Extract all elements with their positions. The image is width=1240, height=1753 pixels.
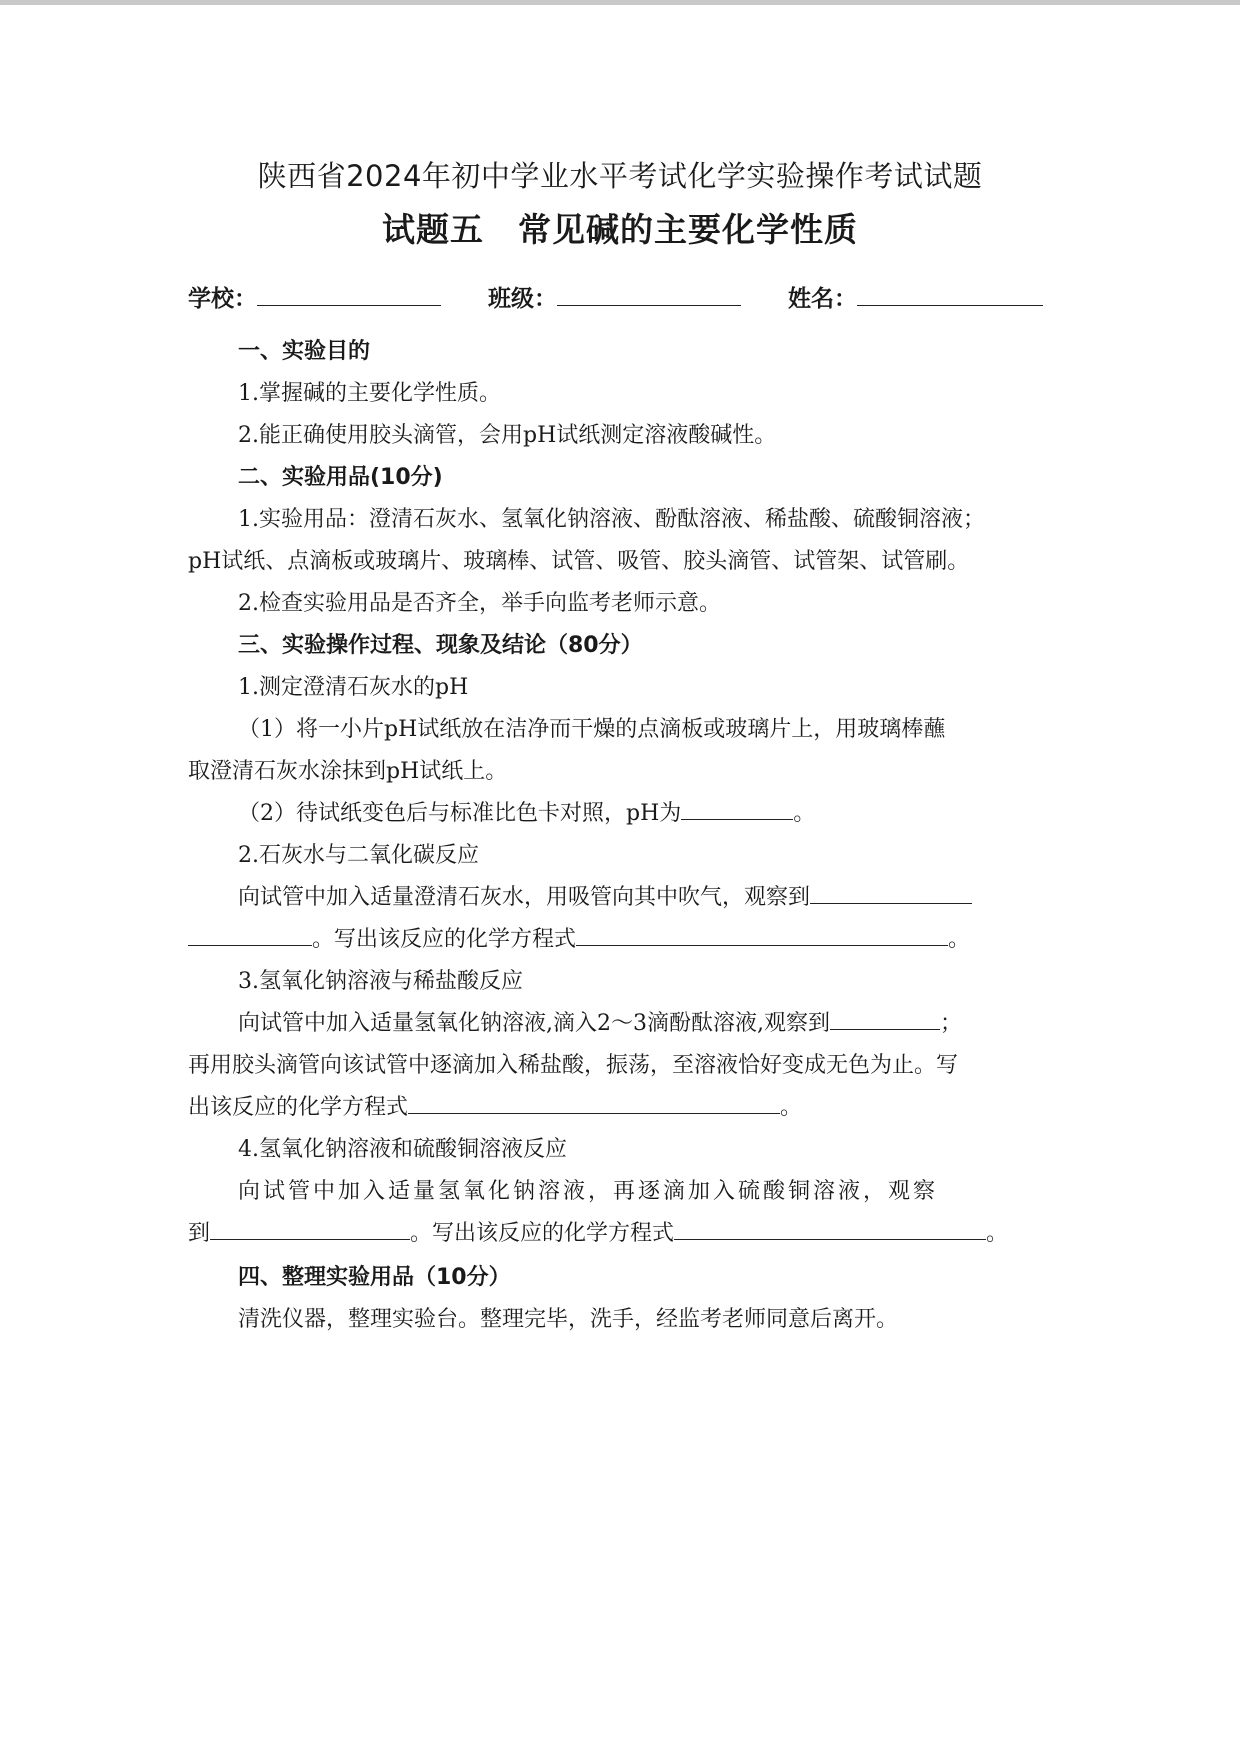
- name-label: 姓名：: [788, 286, 857, 312]
- part3-text-c: 出该反应的化学方程式: [188, 1095, 409, 1120]
- exam-title: 陕西省2024年初中学业水平考试化学实验操作考试试题: [257, 159, 983, 193]
- section4-heading: 四、整理实验用品（10分）: [238, 1265, 511, 1290]
- part2-observation-blank-b[interactable]: [188, 925, 312, 946]
- part3-title: 3.氢氧化钠溶液与稀盐酸反应: [238, 969, 523, 994]
- part2-equation-blank[interactable]: [576, 925, 948, 946]
- sec2-item2: 2.检查实验用品是否齐全，举手向监考老师示意。: [238, 591, 721, 616]
- semicolon: ；: [939, 1011, 962, 1036]
- subtitle-number: 试题五: [382, 210, 484, 249]
- exam-subtitle: [0, 204, 1240, 251]
- part1-step2-text: （2）待试纸变色后与标准比色卡对照，pH为: [238, 801, 682, 826]
- name-blank[interactable]: [857, 285, 1043, 306]
- part3-text-a: 向试管中加入适量氢氧化钠溶液,滴入2～3滴酚酞溶液,观察到: [238, 1011, 830, 1036]
- period: 。: [986, 1221, 1009, 1246]
- part3-equation-blank[interactable]: [408, 1093, 780, 1114]
- part4-title: 4.氢氧化钠溶液和硫酸铜溶液反应: [238, 1137, 567, 1162]
- part2-line-b: [188, 924, 970, 956]
- part1-step1-b: 取澄清石灰水涂抹到pH试纸上。: [188, 759, 508, 784]
- section3-heading: 三、实验操作过程、现象及结论（80分）: [238, 633, 643, 658]
- part4-equation-blank[interactable]: [674, 1219, 986, 1240]
- sec2-item1-a: 1.实验用品：澄清石灰水、氢氧化钠溶液、酚酞溶液、稀盐酸、硫酸铜溶液；: [238, 507, 985, 532]
- sec1-item1: 1.掌握碱的主要化学性质。: [238, 381, 501, 406]
- school-blank[interactable]: [257, 285, 441, 306]
- part1-step1-a: （1）将一小片pH试纸放在洁净而干燥的点滴板或玻璃片上，用玻璃棒蘸: [238, 717, 946, 742]
- period: 。: [948, 927, 971, 952]
- part2-line-a: [238, 882, 972, 914]
- part4-line-a: 向试管中加入适量氢氧化钠溶液，再逐滴加入硫酸铜溶液，观察: [238, 1179, 939, 1204]
- part4-line-b: [188, 1218, 1008, 1250]
- part3-observation-blank[interactable]: [830, 1009, 940, 1030]
- school-field: [188, 280, 441, 313]
- school-label: 学校：: [188, 286, 257, 312]
- class-blank[interactable]: [557, 285, 741, 306]
- ph-answer-blank[interactable]: [681, 799, 793, 820]
- part2-text-b: 。写出该反应的化学方程式: [312, 927, 577, 952]
- part3-line-a: [238, 1008, 962, 1040]
- name-field: [788, 280, 1043, 313]
- class-label: 班级：: [488, 286, 557, 312]
- part4-text-b2: 。写出该反应的化学方程式: [410, 1221, 675, 1246]
- subtitle-name: 常见碱的主要化学性质: [518, 210, 858, 249]
- section2-heading: 二、实验用品(10分): [238, 465, 443, 490]
- period: 。: [780, 1095, 803, 1120]
- period: 。: [793, 801, 816, 826]
- part4-text-b1: 到: [188, 1221, 211, 1246]
- part4-observation-blank[interactable]: [210, 1219, 410, 1240]
- part1-title: 1.测定澄清石灰水的pH: [238, 675, 469, 700]
- part1-step2: [238, 798, 815, 830]
- part2-observation-blank-a[interactable]: [810, 883, 972, 904]
- sec2-item1-b: pH试纸、点滴板或玻璃片、玻璃棒、试管、吸管、胶头滴管、试管架、试管刷。: [188, 549, 970, 574]
- part3-line-c: [188, 1092, 802, 1124]
- section1-heading: 一、实验目的: [238, 339, 371, 364]
- part3-line-b: 再用胶头滴管向该试管中逐滴加入稀盐酸，振荡，至溶液恰好变成无色为止。写: [188, 1053, 959, 1078]
- sec4-text: 清洗仪器，整理实验台。整理完毕，洗手，经监考老师同意后离开。: [238, 1307, 899, 1332]
- part2-title: 2.石灰水与二氧化碳反应: [238, 843, 479, 868]
- class-field: [488, 280, 741, 313]
- part2-text-a: 向试管中加入适量澄清石灰水，用吸管向其中吹气，观察到: [238, 885, 811, 910]
- sec1-item2: 2.能正确使用胶头滴管，会用pH试纸测定溶液酸碱性。: [238, 423, 777, 448]
